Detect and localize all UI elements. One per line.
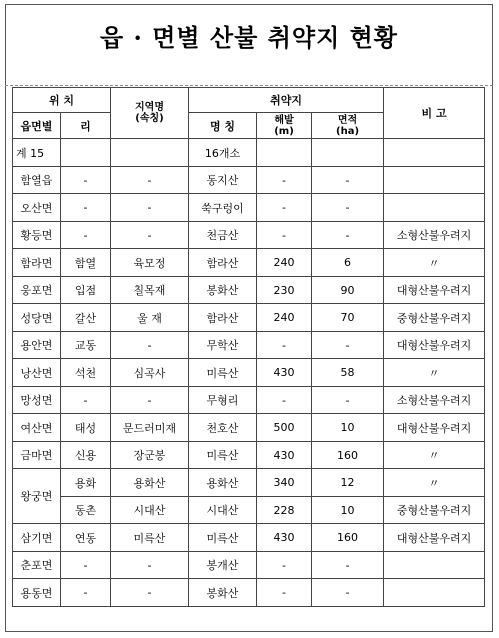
cell-altitude: 230 — [257, 277, 312, 304]
cell-town: 웅포면 — [13, 277, 61, 304]
cell-village: 입점 — [61, 277, 111, 304]
table-row — [13, 387, 485, 414]
cell-region: - — [111, 332, 189, 359]
cell-name: 봉화산 — [189, 277, 257, 304]
cell-region: 칠목재 — [111, 277, 189, 304]
table-row — [13, 277, 485, 304]
header-town: 읍면별 — [13, 113, 61, 139]
header-region-name-sub: (속칭) — [135, 113, 164, 124]
table-row — [13, 249, 485, 277]
cell-name: 무형리 — [189, 387, 257, 414]
cell-village — [61, 139, 111, 167]
table-row — [13, 414, 485, 442]
cell-town: 왕궁면 — [13, 469, 61, 524]
cell-town: 여산면 — [13, 414, 61, 442]
cell-altitude — [257, 139, 312, 167]
table-row — [13, 524, 485, 552]
cell-village: 동촌 — [61, 497, 111, 524]
cell-altitude: - — [257, 579, 312, 607]
cell-region: - — [111, 167, 189, 194]
cell-remark — [384, 167, 485, 194]
header-row-top — [13, 88, 485, 113]
cell-name: 봉화산 — [189, 579, 257, 607]
cell-region: 장군봉 — [111, 442, 189, 469]
cell-remark: 대형산불우려지 — [384, 332, 485, 359]
table-row — [13, 139, 485, 167]
cell-name: 봉개산 — [189, 552, 257, 579]
cell-area: - — [312, 222, 384, 249]
cell-town: 용안면 — [13, 332, 61, 359]
cell-town: 계 15 — [13, 139, 61, 167]
cell-region: - — [111, 552, 189, 579]
cell-village: 용화 — [61, 469, 111, 497]
cell-remark — [384, 579, 485, 607]
header-remarks: 비 고 — [384, 88, 485, 139]
cell-name: 함라산 — [189, 249, 257, 277]
cell-region: 울 재 — [111, 304, 189, 332]
cell-village: - — [61, 552, 111, 579]
table-row — [13, 497, 485, 524]
table-row — [13, 304, 485, 332]
cell-altitude: 430 — [257, 442, 312, 469]
header-area-unit: (ha) — [336, 125, 360, 137]
cell-name: 무학산 — [189, 332, 257, 359]
table-row — [13, 469, 485, 497]
cell-area: 160 — [312, 442, 384, 469]
cell-village: 연동 — [61, 524, 111, 552]
cell-area: - — [312, 387, 384, 414]
title-area — [5, 4, 493, 86]
cell-area: 160 — [312, 524, 384, 552]
cell-name: 용화산 — [189, 469, 257, 497]
cell-name: 함라산 — [189, 304, 257, 332]
cell-village: - — [61, 194, 111, 222]
cell-remark: 대형산불우려지 — [384, 277, 485, 304]
cell-area: 58 — [312, 359, 384, 387]
table-row — [13, 359, 485, 387]
cell-remark: 〃 — [384, 249, 485, 277]
cell-town: 삼기면 — [13, 524, 61, 552]
cell-altitude: 430 — [257, 359, 312, 387]
fire-weak-area-table — [12, 87, 485, 607]
cell-remark: 소형산불우려지 — [384, 222, 485, 249]
header-area — [312, 113, 384, 139]
cell-region — [111, 139, 189, 167]
cell-remark — [384, 194, 485, 222]
cell-town: 금마면 — [13, 442, 61, 469]
header-village: 리 — [61, 113, 111, 139]
cell-region: 문드러미재 — [111, 414, 189, 442]
table-body — [13, 139, 485, 607]
cell-area — [312, 139, 384, 167]
cell-remark: 중형산불우려지 — [384, 304, 485, 332]
cell-altitude: 228 — [257, 497, 312, 524]
cell-town: 망성면 — [13, 387, 61, 414]
table-row — [13, 167, 485, 194]
cell-altitude: - — [257, 194, 312, 222]
cell-region: 육모정 — [111, 249, 189, 277]
cell-area: - — [312, 194, 384, 222]
cell-town: 용동면 — [13, 579, 61, 607]
cell-name: 미륵산 — [189, 524, 257, 552]
table-row — [13, 332, 485, 359]
table-row — [13, 552, 485, 579]
cell-remark: 대형산불우려지 — [384, 524, 485, 552]
page-title: 읍 · 면별 산불 취약지 현황 — [100, 23, 398, 52]
cell-area: 6 — [312, 249, 384, 277]
cell-town: 함라면 — [13, 249, 61, 277]
header-altitude-label: 해발 — [274, 114, 294, 126]
cell-name: 미륵산 — [189, 359, 257, 387]
cell-altitude: - — [257, 167, 312, 194]
cell-village: - — [61, 387, 111, 414]
cell-region: 용화산 — [111, 469, 189, 497]
table-row — [13, 442, 485, 469]
header-region-name — [111, 88, 189, 139]
cell-name: 쑥구렁이 — [189, 194, 257, 222]
cell-region: - — [111, 579, 189, 607]
header-altitude — [257, 113, 312, 139]
cell-area: 10 — [312, 414, 384, 442]
cell-area: 70 — [312, 304, 384, 332]
cell-town: 함열읍 — [13, 167, 61, 194]
cell-village: - — [61, 579, 111, 607]
cell-village: 교동 — [61, 332, 111, 359]
cell-region: - — [111, 194, 189, 222]
cell-name: 미륵산 — [189, 442, 257, 469]
cell-altitude: 500 — [257, 414, 312, 442]
cell-area: - — [312, 167, 384, 194]
cell-region: - — [111, 387, 189, 414]
cell-village: 신용 — [61, 442, 111, 469]
cell-altitude: 340 — [257, 469, 312, 497]
cell-village: - — [61, 167, 111, 194]
cell-town: 춘포면 — [13, 552, 61, 579]
cell-area: - — [312, 552, 384, 579]
cell-town: 낭산면 — [13, 359, 61, 387]
cell-region: 시대산 — [111, 497, 189, 524]
header-area-label: 면적 — [337, 114, 358, 126]
table-row — [13, 579, 485, 607]
cell-area: - — [312, 332, 384, 359]
cell-town: 황등면 — [13, 222, 61, 249]
cell-region: 미륵산 — [111, 524, 189, 552]
cell-remark: 〃 — [384, 442, 485, 469]
cell-village: 함열 — [61, 249, 111, 277]
table-row — [13, 194, 485, 222]
cell-altitude: - — [257, 552, 312, 579]
cell-remark: 중형산불우려지 — [384, 497, 485, 524]
cell-altitude: - — [257, 332, 312, 359]
cell-remark: 소형산불우려지 — [384, 387, 485, 414]
cell-village: 태성 — [61, 414, 111, 442]
cell-altitude: - — [257, 387, 312, 414]
cell-town: 성당면 — [13, 304, 61, 332]
cell-altitude: 430 — [257, 524, 312, 552]
cell-name: 동지산 — [189, 167, 257, 194]
header-location: 위 치 — [13, 88, 111, 113]
cell-name: 천금산 — [189, 222, 257, 249]
cell-area: 90 — [312, 277, 384, 304]
cell-remark: 〃 — [384, 469, 485, 497]
cell-area: - — [312, 579, 384, 607]
cell-remark — [384, 139, 485, 167]
cell-altitude: 240 — [257, 249, 312, 277]
cell-altitude: - — [257, 222, 312, 249]
table-row — [13, 222, 485, 249]
header-weak-point: 취약지 — [189, 88, 384, 113]
cell-remark: 〃 — [384, 359, 485, 387]
header-altitude-unit: (m) — [274, 125, 294, 137]
cell-region: 심곡사 — [111, 359, 189, 387]
cell-remark — [384, 552, 485, 579]
cell-village: 석천 — [61, 359, 111, 387]
cell-name: 천호산 — [189, 414, 257, 442]
cell-remark: 대형산불우려지 — [384, 414, 485, 442]
cell-town: 오산면 — [13, 194, 61, 222]
cell-altitude: 240 — [257, 304, 312, 332]
cell-name: 16개소 — [189, 139, 257, 167]
cell-village: - — [61, 222, 111, 249]
cell-area: 10 — [312, 497, 384, 524]
cell-village: 갈산 — [61, 304, 111, 332]
cell-area: 12 — [312, 469, 384, 497]
header-region-name-label: 지역명 — [135, 102, 164, 113]
header-name: 명 칭 — [189, 113, 257, 139]
cell-name: 시대산 — [189, 497, 257, 524]
cell-region: - — [111, 222, 189, 249]
